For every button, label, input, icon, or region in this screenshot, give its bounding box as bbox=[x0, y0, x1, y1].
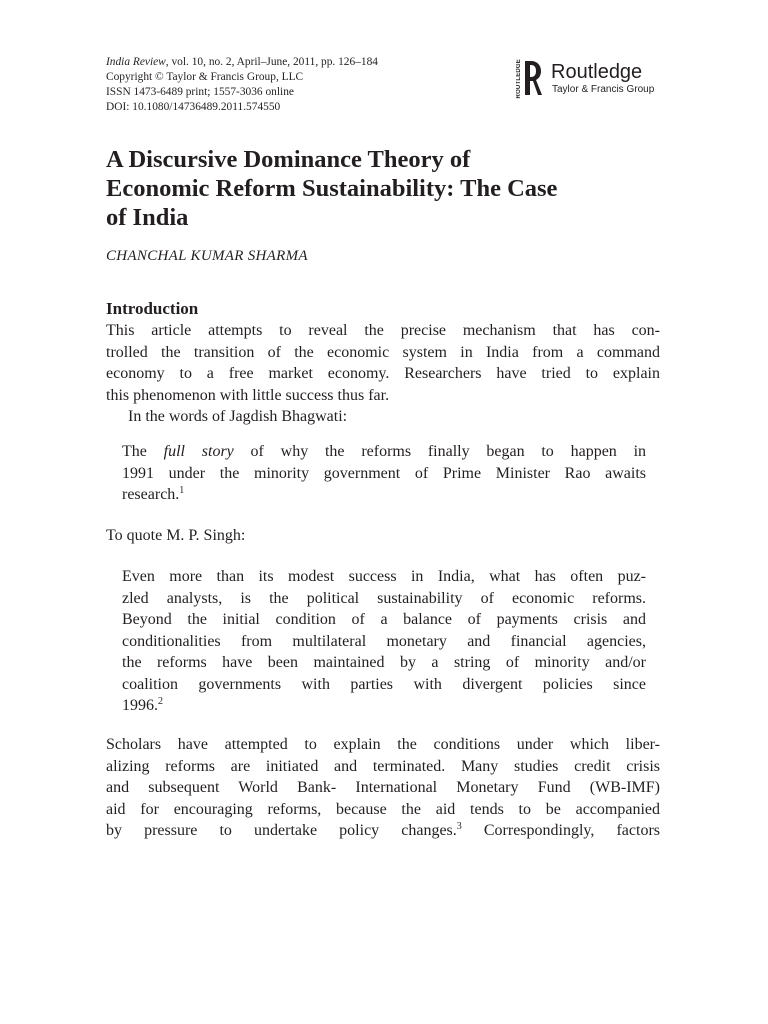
body-line: economy to a free market economy. Researchers have tried to explain bbox=[106, 365, 660, 382]
citation-journal-line bbox=[106, 55, 486, 70]
body-line: alizing reforms are initiated and terminated. Many studies credit crisis bbox=[106, 757, 660, 775]
quote-line: zled analysts, is the political sustainability of economic reforms. bbox=[122, 589, 646, 607]
footnote-marker: 2 bbox=[158, 696, 163, 707]
title-line: of India bbox=[106, 204, 189, 231]
body-line: this phenomenon with little success thus far. bbox=[106, 386, 390, 404]
logo-vertical-wordmark: ROUTLEDGE bbox=[516, 59, 522, 99]
singh-lead-in: To quote M. P. Singh: bbox=[106, 527, 246, 544]
quote-line bbox=[122, 484, 646, 506]
article-title bbox=[106, 145, 666, 232]
body-text: by pressure to undertake policy changes. bbox=[106, 822, 457, 839]
quote-line: Even more than its modest success in India, what has often puz- bbox=[122, 568, 646, 585]
singh-quote bbox=[122, 566, 646, 717]
body-line: aid for encouraging reforms, because the aid tends to be accompanied bbox=[106, 800, 660, 818]
quote-line: coalition governments with parties with divergent policies since bbox=[122, 675, 646, 693]
quote-line: Beyond the initial condition of a balance of payments crisis and bbox=[122, 611, 646, 628]
quote-emphasis: full story bbox=[163, 443, 234, 460]
issue-details: , vol. 10, no. 2, April–June, 2011, pp. 126–184 bbox=[165, 56, 378, 68]
bhagwati-quote bbox=[122, 441, 646, 506]
title-line: A Discursive Dominance Theory of bbox=[106, 146, 471, 173]
copyright-line: Copyright © Taylor & Francis Group, LLC bbox=[106, 71, 304, 83]
title-line: Economic Reform Sustainability: The Case bbox=[106, 175, 558, 202]
quote-line bbox=[122, 441, 646, 463]
singh-lead-in-block bbox=[106, 525, 660, 547]
body-line bbox=[106, 820, 660, 842]
intro-paragraph bbox=[106, 320, 660, 428]
quote-line bbox=[122, 695, 646, 717]
quote-line: 1991 under the minority government of Prime Minister Rao awaits bbox=[122, 464, 646, 482]
routledge-logo-icon bbox=[510, 55, 542, 99]
citation-block bbox=[106, 55, 486, 115]
footnote-marker: 1 bbox=[179, 485, 185, 496]
issn-line: ISSN 1473-6489 print; 1557-3036 online bbox=[106, 86, 294, 98]
quote-line: the reforms have been maintained by a string of minority and/or bbox=[122, 654, 646, 671]
journal-name: India Review bbox=[106, 56, 166, 68]
body-line: and subsequent World Bank- International Monetary Fund (WB-IMF) bbox=[106, 779, 660, 796]
quote-line: conditionalities from multilateral monetary and financial agencies, bbox=[122, 632, 646, 650]
body-line: Scholars have attempted to explain the conditions under which liber- bbox=[106, 736, 660, 753]
publisher-name: Routledge bbox=[551, 61, 643, 83]
publisher-logo bbox=[510, 55, 670, 105]
author-name: CHANCHAL KUMAR SHARMA bbox=[106, 248, 308, 264]
doi-line: DOI: 10.1080/14736489.2011.574550 bbox=[106, 101, 281, 113]
publisher-group: Taylor & Francis Group bbox=[552, 84, 655, 95]
footnote-marker: 3 bbox=[456, 821, 462, 832]
body-line: trolled the transition of the economic system in India from a command bbox=[106, 343, 660, 361]
section-heading: Introduction bbox=[106, 299, 199, 318]
closing-paragraph bbox=[106, 734, 660, 842]
quote-text: of why the reforms finally began to happen in bbox=[233, 443, 647, 460]
body-text: Correspondingly, factors bbox=[461, 822, 661, 839]
quote-text: The bbox=[122, 443, 164, 460]
quote-text: research. bbox=[122, 486, 180, 503]
quote-text: 1996. bbox=[122, 697, 158, 714]
body-line: This article attempts to reveal the precise mechanism that has con- bbox=[106, 322, 660, 339]
bhagwati-lead-in: In the words of Jagdish Bhagwati: bbox=[128, 408, 348, 425]
